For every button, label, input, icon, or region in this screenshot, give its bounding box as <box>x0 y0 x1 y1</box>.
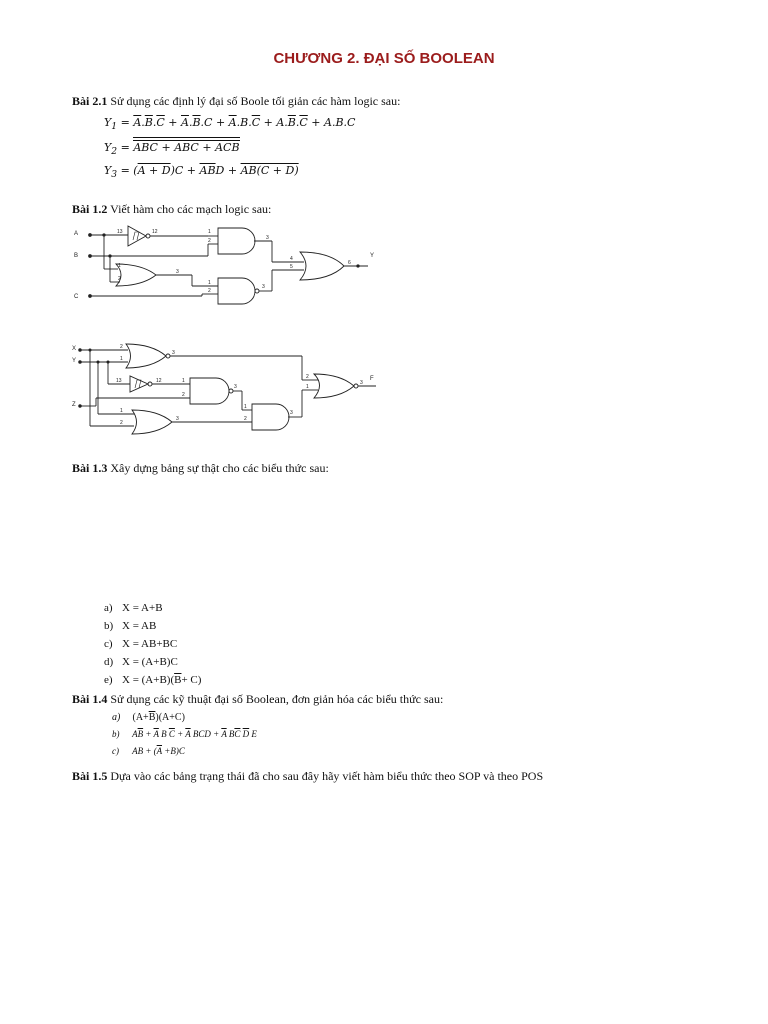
pin-number: 1 <box>120 408 123 414</box>
nand-gate <box>218 278 259 304</box>
pin-number: 2 <box>208 288 211 294</box>
exercise-label: Bài 1.2 <box>72 202 108 216</box>
pin-number: 1 <box>120 356 123 362</box>
exercise-text: Sử dụng các kỹ thuật đại số Boolean, đơn giản hóa các biểu thức sau: <box>110 692 444 706</box>
pin-number: 4 <box>290 256 293 262</box>
exercise-label: Bài 1.3 <box>72 461 108 475</box>
pin-number: 1 <box>182 378 185 384</box>
expression-b: $A\overline{B} + \overline{A}$ B $\overline{C} + \overline{A}$ BCD + $\overline{A}$ $B\overline{C}$ $\overline{D}$ E <box>132 729 257 739</box>
pin-number: 5 <box>290 264 293 270</box>
pin-number: 1 <box>244 404 247 410</box>
chapter-title: CHƯƠNG 2. ĐẠI SỐ BOOLEAN <box>273 50 495 67</box>
exercise-label: Bài 1.5 <box>72 769 108 783</box>
pin-number: 2 <box>118 276 121 282</box>
equation-y1: $Y_1 = \overline{A}.\overline{B}.\overline{C} + \overline{A}.\overline{B}.C + \overline{A}.B.\overline{C} + A.\overline{B}.\overline{C} + A.B.C$ <box>104 116 356 133</box>
exercise-1-2 <box>72 202 271 217</box>
and-gate <box>190 378 233 404</box>
or-gate <box>132 410 172 434</box>
pin-number: 2 <box>120 344 123 350</box>
pin-number: 3 <box>176 269 179 275</box>
logic-circuit-2 <box>72 340 382 440</box>
list-item: b) X = AB <box>104 620 157 632</box>
pin-number: 13 <box>117 229 123 235</box>
exercise-label: Bài 2.1 <box>72 94 108 108</box>
expression-c: AB + $(\overline{A} +B)C$ <box>132 746 185 756</box>
list-item: e) $X = (A+B)(\overline{B}+ C)$ <box>104 674 202 686</box>
pin-number: 3 <box>172 350 175 356</box>
pin-number: 3 <box>290 410 293 416</box>
exercise-text: Sử dụng các định lý đại số Boole tối giản các hàm logic sau: <box>110 94 401 108</box>
input-label-y: Y <box>72 358 77 364</box>
or-gate <box>126 344 170 368</box>
exercise-1-3 <box>72 461 329 476</box>
list-item: d) X = (A+B)C <box>104 656 178 668</box>
pin-number: 3 <box>360 380 363 386</box>
pin-number: 2 <box>182 392 185 398</box>
pin-number: 2 <box>120 420 123 426</box>
pin-number: 3 <box>234 384 237 390</box>
expression-a: $(A+\overline{B})(A+C)$ <box>132 712 185 723</box>
input-label-b: B <box>74 253 79 259</box>
input-label-x: X <box>72 346 77 352</box>
exercise-1-4 <box>72 692 443 707</box>
input-label-a: A <box>74 231 79 237</box>
pin-number: 1 <box>208 280 211 286</box>
pin-number: 1 <box>208 229 211 235</box>
input-label-c: C <box>74 294 79 300</box>
pin-number: 1 <box>118 263 121 269</box>
pin-number: 6 <box>348 260 351 266</box>
pin-number: 3 <box>176 416 179 422</box>
exercise-text: Xây dựng bảng sự thật cho các biểu thức sau: <box>110 461 329 475</box>
not-gate <box>128 226 150 246</box>
exercise-text: Viết hàm cho các mạch logic sau: <box>110 202 272 216</box>
pin-number: 12 <box>156 378 162 384</box>
pin-number: 2 <box>244 416 247 422</box>
pin-number: 13 <box>116 378 122 384</box>
list-item: b) $A\overline{B} + \overline{A}$ B $\overline{C} + \overline{A}$ BCD + $\overline{A}$ $B\overline{C}$ $\overline{D}$ E <box>112 729 257 739</box>
and-gate <box>218 228 255 254</box>
output-label-y: Y <box>370 253 375 259</box>
output-label-f: F <box>370 376 374 382</box>
or-gate-output <box>300 252 344 280</box>
or-gate-output <box>314 374 358 398</box>
list-item: c) AB + $(\overline{A} +B)C$ <box>112 746 185 756</box>
equation-y2: $Y_2 = \overline{ABC} + \overline{A}\overline{BC} + \overline{AC}B$ <box>104 141 240 158</box>
list-item: c) X = AB+BC <box>104 638 178 650</box>
pin-number: 1 <box>306 384 309 390</box>
exercise-2-1 <box>72 94 400 109</box>
pin-number: 12 <box>152 229 158 235</box>
or-gate <box>116 264 156 286</box>
pin-number: 3 <box>266 235 269 241</box>
list-item: a) $(A+\overline{B})(A+C)$ <box>112 712 185 723</box>
and-gate <box>252 404 289 430</box>
logic-circuit-1 <box>72 222 382 306</box>
pin-number: 2 <box>306 374 309 380</box>
list-item: a) X = A+B <box>104 602 163 614</box>
exercise-text: Dựa vào các bảng trạng thái đã cho sau đây hãy viết hàm biểu thức theo SOP và theo POS <box>110 769 544 783</box>
pin-number: 3 <box>262 284 265 290</box>
input-label-z: Z <box>72 402 76 408</box>
pin-number: 2 <box>208 238 211 244</box>
exercise-1-5 <box>72 769 543 784</box>
exercise-label: Bài 1.4 <box>72 692 108 706</box>
not-gate <box>130 376 152 392</box>
equation-y3: $Y_3 = (A + D)C + \overline{AB}D + AB(C + D)$ <box>104 164 299 181</box>
